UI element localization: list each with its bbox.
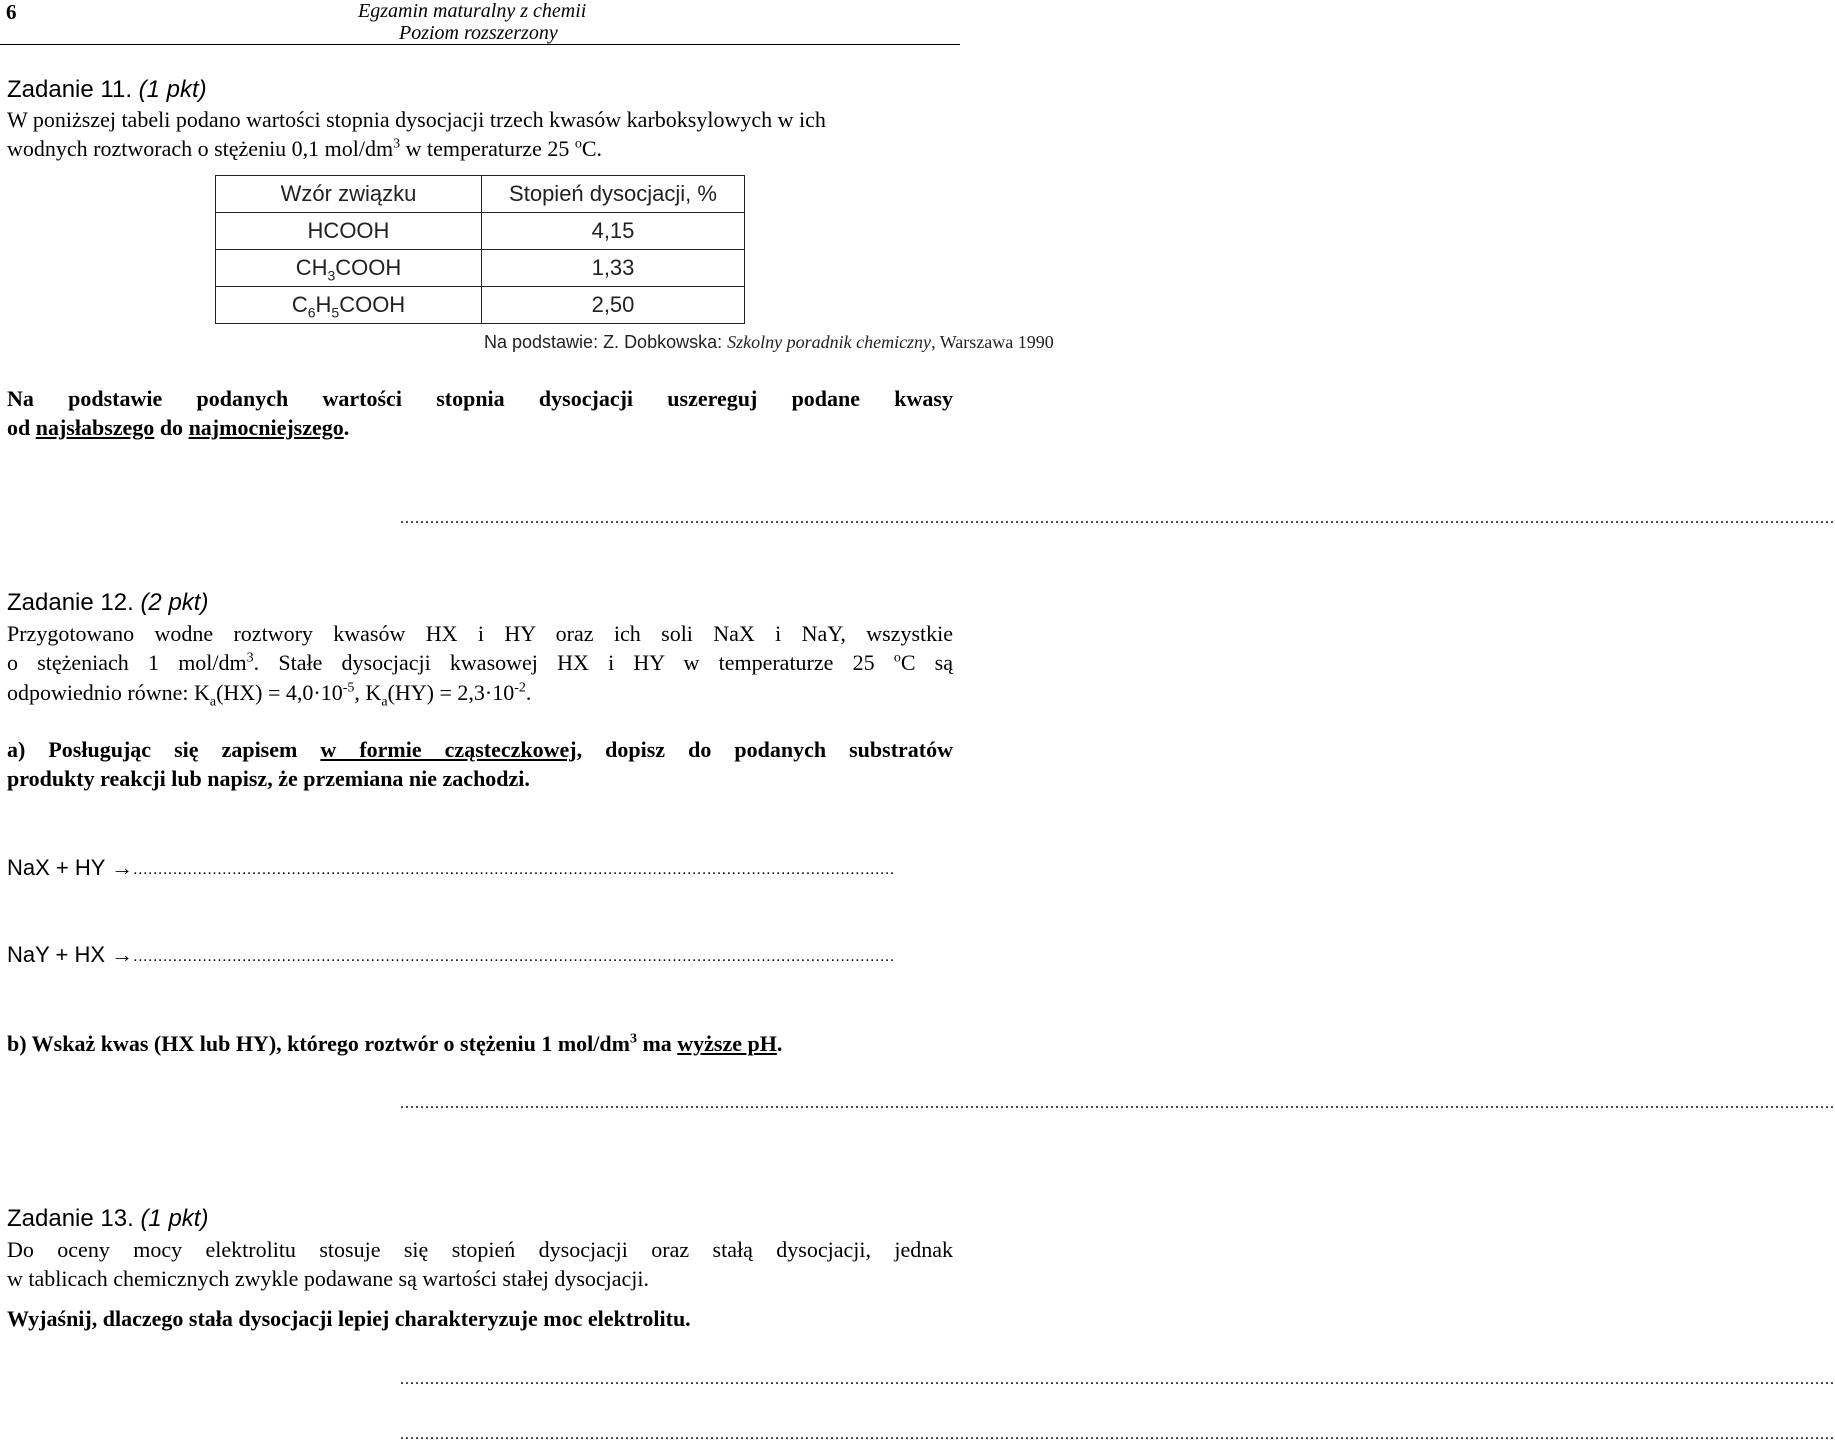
task12-intro-line2: o stężeniach 1 mol/$dm^3$. Stałe dysocjacji kwasowej HX i HY w temperaturze 25 $^o$C są xyxy=(7,650,954,675)
task12-part-a-line1: a) Posługując się zapisem w formie cząsteczkowej, dopisz do podanych substratów xyxy=(7,737,954,762)
task13-title: Zadanie 13. (1 pkt) xyxy=(7,1205,209,1232)
answer-line[interactable]: ............................................................................................................................................................................................................................................................................................... xyxy=(400,1095,1835,1112)
table-header-formula: Wzór związku xyxy=(216,176,482,213)
task13-intro-line1: Do oceny mocy elektrolitu stosuje się stopień dysocjacji oraz stałą dysocjacji, jednak xyxy=(7,1237,953,1262)
task12-part-a-line2: produkty reakcji lub napisz, że przemiana nie zachodzi. xyxy=(7,766,530,791)
task11-intro-line2: wodnych roztworach o stężeniu 0,1 mol/$dm^3$ w temperaturze 25 $^o$C. xyxy=(7,136,603,161)
reaction-equation-2: NaY + HX →.......................................................................................................................................................... xyxy=(7,942,895,967)
table-row xyxy=(216,287,745,324)
answer-line[interactable]: ............................................................................................................................................................................................................................................................................................... xyxy=(400,510,1835,527)
task11-instruction-line1: Na podstawie podanych wartości stopnia dysocjacji uszereguj podane kwasy xyxy=(7,386,953,411)
task12-title: Zadanie 12. (2 pkt) xyxy=(7,589,209,616)
table-row xyxy=(216,213,745,250)
table-source: Na podstawie: Z. Dobkowska: Szkolny poradnik chemiczny, Warszawa 1990 xyxy=(484,332,1054,352)
header-divider xyxy=(0,44,960,45)
table-cell-value: 1,33 xyxy=(482,250,745,287)
task13-intro-line2: w tablicach chemicznych zwykle podawane są wartości stałej dysocjacji. xyxy=(7,1266,650,1291)
dissociation-table xyxy=(215,175,745,324)
table-header-degree: Stopień dysocjacji, % xyxy=(482,176,745,213)
task12-intro-line1: Przygotowano wodne roztwory kwasów HX i HY oraz ich soli NaX i NaY, wszystkie xyxy=(7,621,953,646)
page-number: 6 xyxy=(6,0,17,24)
task12-intro-line3: odpowiednio równe: $K_a(HX) = 4,0\cdot 10^{-5}$, $K_a(HY) = 2,3\cdot 10^{-2}$. xyxy=(7,680,532,710)
task12-part-b: b) Wskaż kwas (HX lub HY), którego roztwór o stężeniu 1 mol/$dm^3$ ma wyższe pH. xyxy=(7,1031,783,1056)
task11-title: Zadanie 11. (1 pkt) xyxy=(7,76,207,103)
table-header-row xyxy=(216,176,745,213)
task11-instruction-line2: od najsłabszego do najmocniejszego. xyxy=(7,415,350,440)
table-cell-value: 4,15 xyxy=(482,213,745,250)
answer-line[interactable]: ............................................................................................................................................................................................................................................................................................... xyxy=(400,1371,1835,1388)
table-row xyxy=(216,250,745,287)
task11-intro-line1: W poniższej tabeli podano wartości stopnia dysocjacji trzech kwasów karboksylowych w ich xyxy=(7,107,826,132)
exam-level: Poziom rozszerzony xyxy=(399,22,558,44)
answer-line[interactable]: ............................................................................................................................................................................................................................................................................................... xyxy=(400,1426,1835,1443)
exam-title: Egzamin maturalny z chemii xyxy=(358,0,587,22)
table-cell-value: 2,50 xyxy=(482,287,745,324)
reaction-equation-1: NaX + HY →.......................................................................................................................................................... xyxy=(7,855,895,880)
task13-instruction: Wyjaśnij, dlaczego stała dysocjacji lepiej charakteryzuje moc elektrolitu. xyxy=(7,1306,691,1331)
table-cell-formula: $C_6H_5COOH$ xyxy=(216,287,482,324)
table-cell-formula: $CH_3COOH$ xyxy=(216,250,482,287)
table-cell-formula: HCOOH xyxy=(216,213,482,250)
